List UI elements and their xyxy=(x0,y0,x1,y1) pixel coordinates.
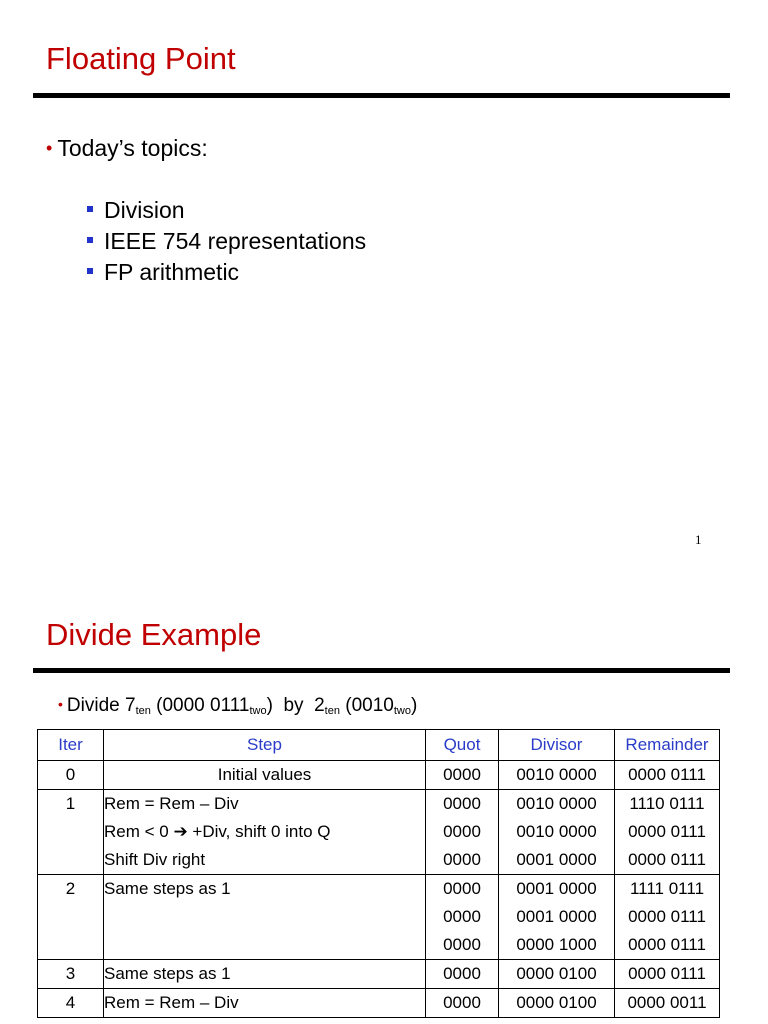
table-row: 4 Rem = Rem – Div 0000 0000 0100 0000 0011 xyxy=(38,989,720,1018)
list-item: IEEE 754 representations xyxy=(87,227,366,258)
table-row: 2 Same steps as 1 0000 0000 0000 0001 0000 0001 0000 0000 1000 1111 0111 0000 0111 0000 0111 xyxy=(38,875,720,960)
division-table xyxy=(37,729,720,1018)
table-row: 1 Rem = Rem – Div Rem < 0 ➔ +Div, shift 0 into Q Shift Div right 0000 0000 0000 0010 0000 0010 0000 0001 0000 1110 0111 0000 0111 0000 0111 xyxy=(38,790,720,875)
bullet-marker: • xyxy=(58,696,63,712)
title-divider xyxy=(33,668,730,673)
header-remainder: Remainder xyxy=(615,730,720,761)
title-divider xyxy=(33,93,730,98)
square-bullet-icon xyxy=(87,268,93,274)
header-step: Step xyxy=(104,730,426,761)
table-header-row xyxy=(38,730,720,761)
bullet-marker: • xyxy=(46,138,53,158)
topics-bullet xyxy=(46,135,208,162)
table-row: 0 Initial values 0000 0010 0000 0000 0111 xyxy=(38,761,720,790)
header-iter: Iter xyxy=(38,730,104,761)
step-cell: Rem = Rem – Div Rem < 0 ➔ +Div, shift 0 into Q Shift Div right xyxy=(104,790,426,875)
slide-1-title: Floating Point xyxy=(46,41,236,76)
square-bullet-icon xyxy=(87,206,93,212)
square-bullet-icon xyxy=(87,237,93,243)
header-divisor: Divisor xyxy=(499,730,615,761)
list-item: Division xyxy=(87,196,366,227)
topics-intro: Today’s topics: xyxy=(57,135,208,161)
topics-list xyxy=(87,196,366,289)
list-item: FP arithmetic xyxy=(87,258,366,289)
page-number: 1 xyxy=(695,532,702,547)
header-quot: Quot xyxy=(426,730,499,761)
slide-2-title: Divide Example xyxy=(46,617,262,652)
table-row: 3 Same steps as 1 0000 0000 0100 0000 0111 xyxy=(38,960,720,989)
divide-problem: • Divide $7_{ten}$ (0000 $0111_{two}$) by $2_{ten}$ $(0010_{two})$ xyxy=(58,695,418,717)
